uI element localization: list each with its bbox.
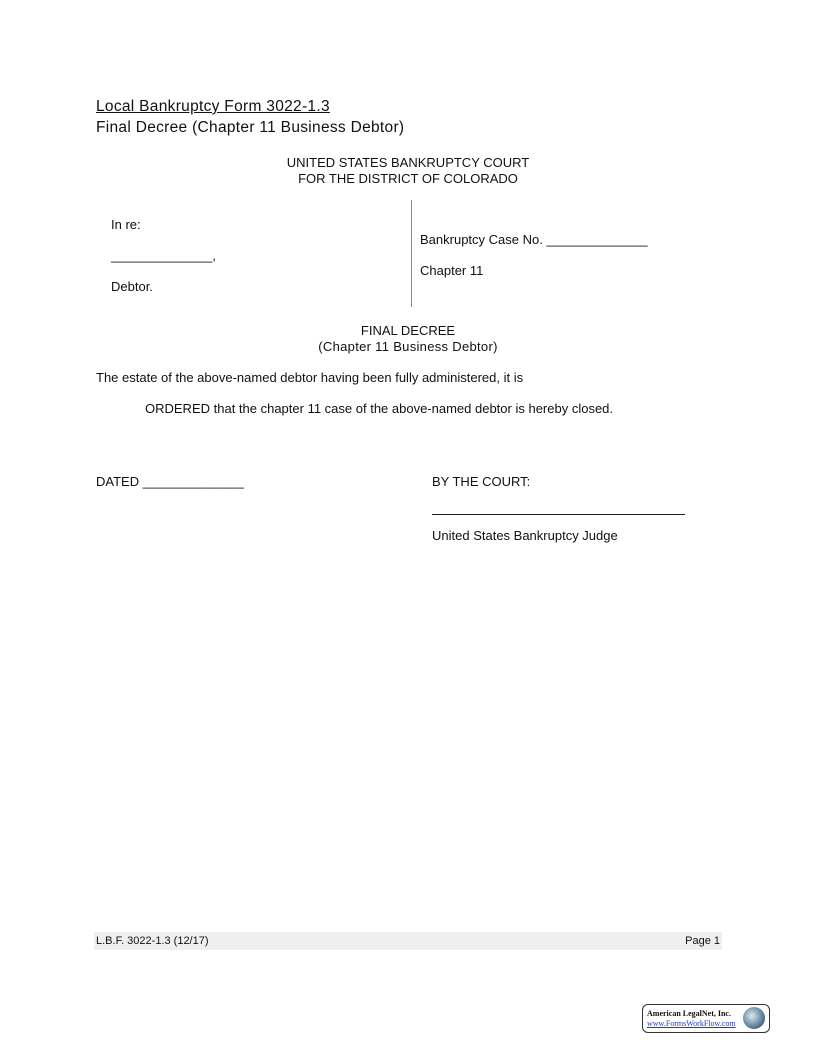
decree-subtitle: (Chapter 11 Business Debtor) bbox=[318, 339, 498, 354]
order-paragraph: ORDERED that the chapter 11 case of the above-named debtor is hereby closed. bbox=[145, 401, 614, 416]
judge-title: United States Bankruptcy Judge bbox=[432, 528, 618, 543]
logo-url[interactable]: www.FormsWorkFlow.com bbox=[647, 1019, 736, 1028]
form-number: Local Bankruptcy Form 3022-1.3 bbox=[96, 98, 330, 115]
signature-line bbox=[432, 514, 685, 515]
footer-form-id: L.B.F. 3022-1.3 (12/17) bbox=[96, 935, 209, 947]
court-district: FOR THE DISTRICT OF COLORADO bbox=[298, 171, 518, 186]
in-re-label: In re: bbox=[111, 217, 141, 232]
page-number: Page 1 bbox=[685, 935, 720, 947]
page-footer bbox=[94, 932, 722, 950]
dated-line: DATED ______________ bbox=[96, 474, 244, 489]
form-title: Final Decree (Chapter 11 Business Debtor) bbox=[96, 119, 405, 136]
logo-company: American LegalNet, Inc. bbox=[647, 1009, 731, 1018]
globe-icon bbox=[743, 1007, 765, 1029]
case-number: Bankruptcy Case No. ______________ bbox=[420, 232, 648, 247]
debtor-label: Debtor. bbox=[111, 279, 153, 294]
decree-title: FINAL DECREE bbox=[360, 323, 456, 338]
chapter-label: Chapter 11 bbox=[420, 263, 484, 278]
court-name: UNITED STATES BANKRUPTCY COURT bbox=[286, 155, 530, 170]
debtor-name-blank: ______________, bbox=[111, 248, 216, 263]
body-paragraph-1: The estate of the above-named debtor having been fully administered, it is bbox=[96, 370, 524, 385]
american-legalnet-logo[interactable] bbox=[642, 1004, 770, 1033]
caption-divider bbox=[411, 200, 412, 307]
by-the-court: BY THE COURT: bbox=[432, 474, 531, 489]
